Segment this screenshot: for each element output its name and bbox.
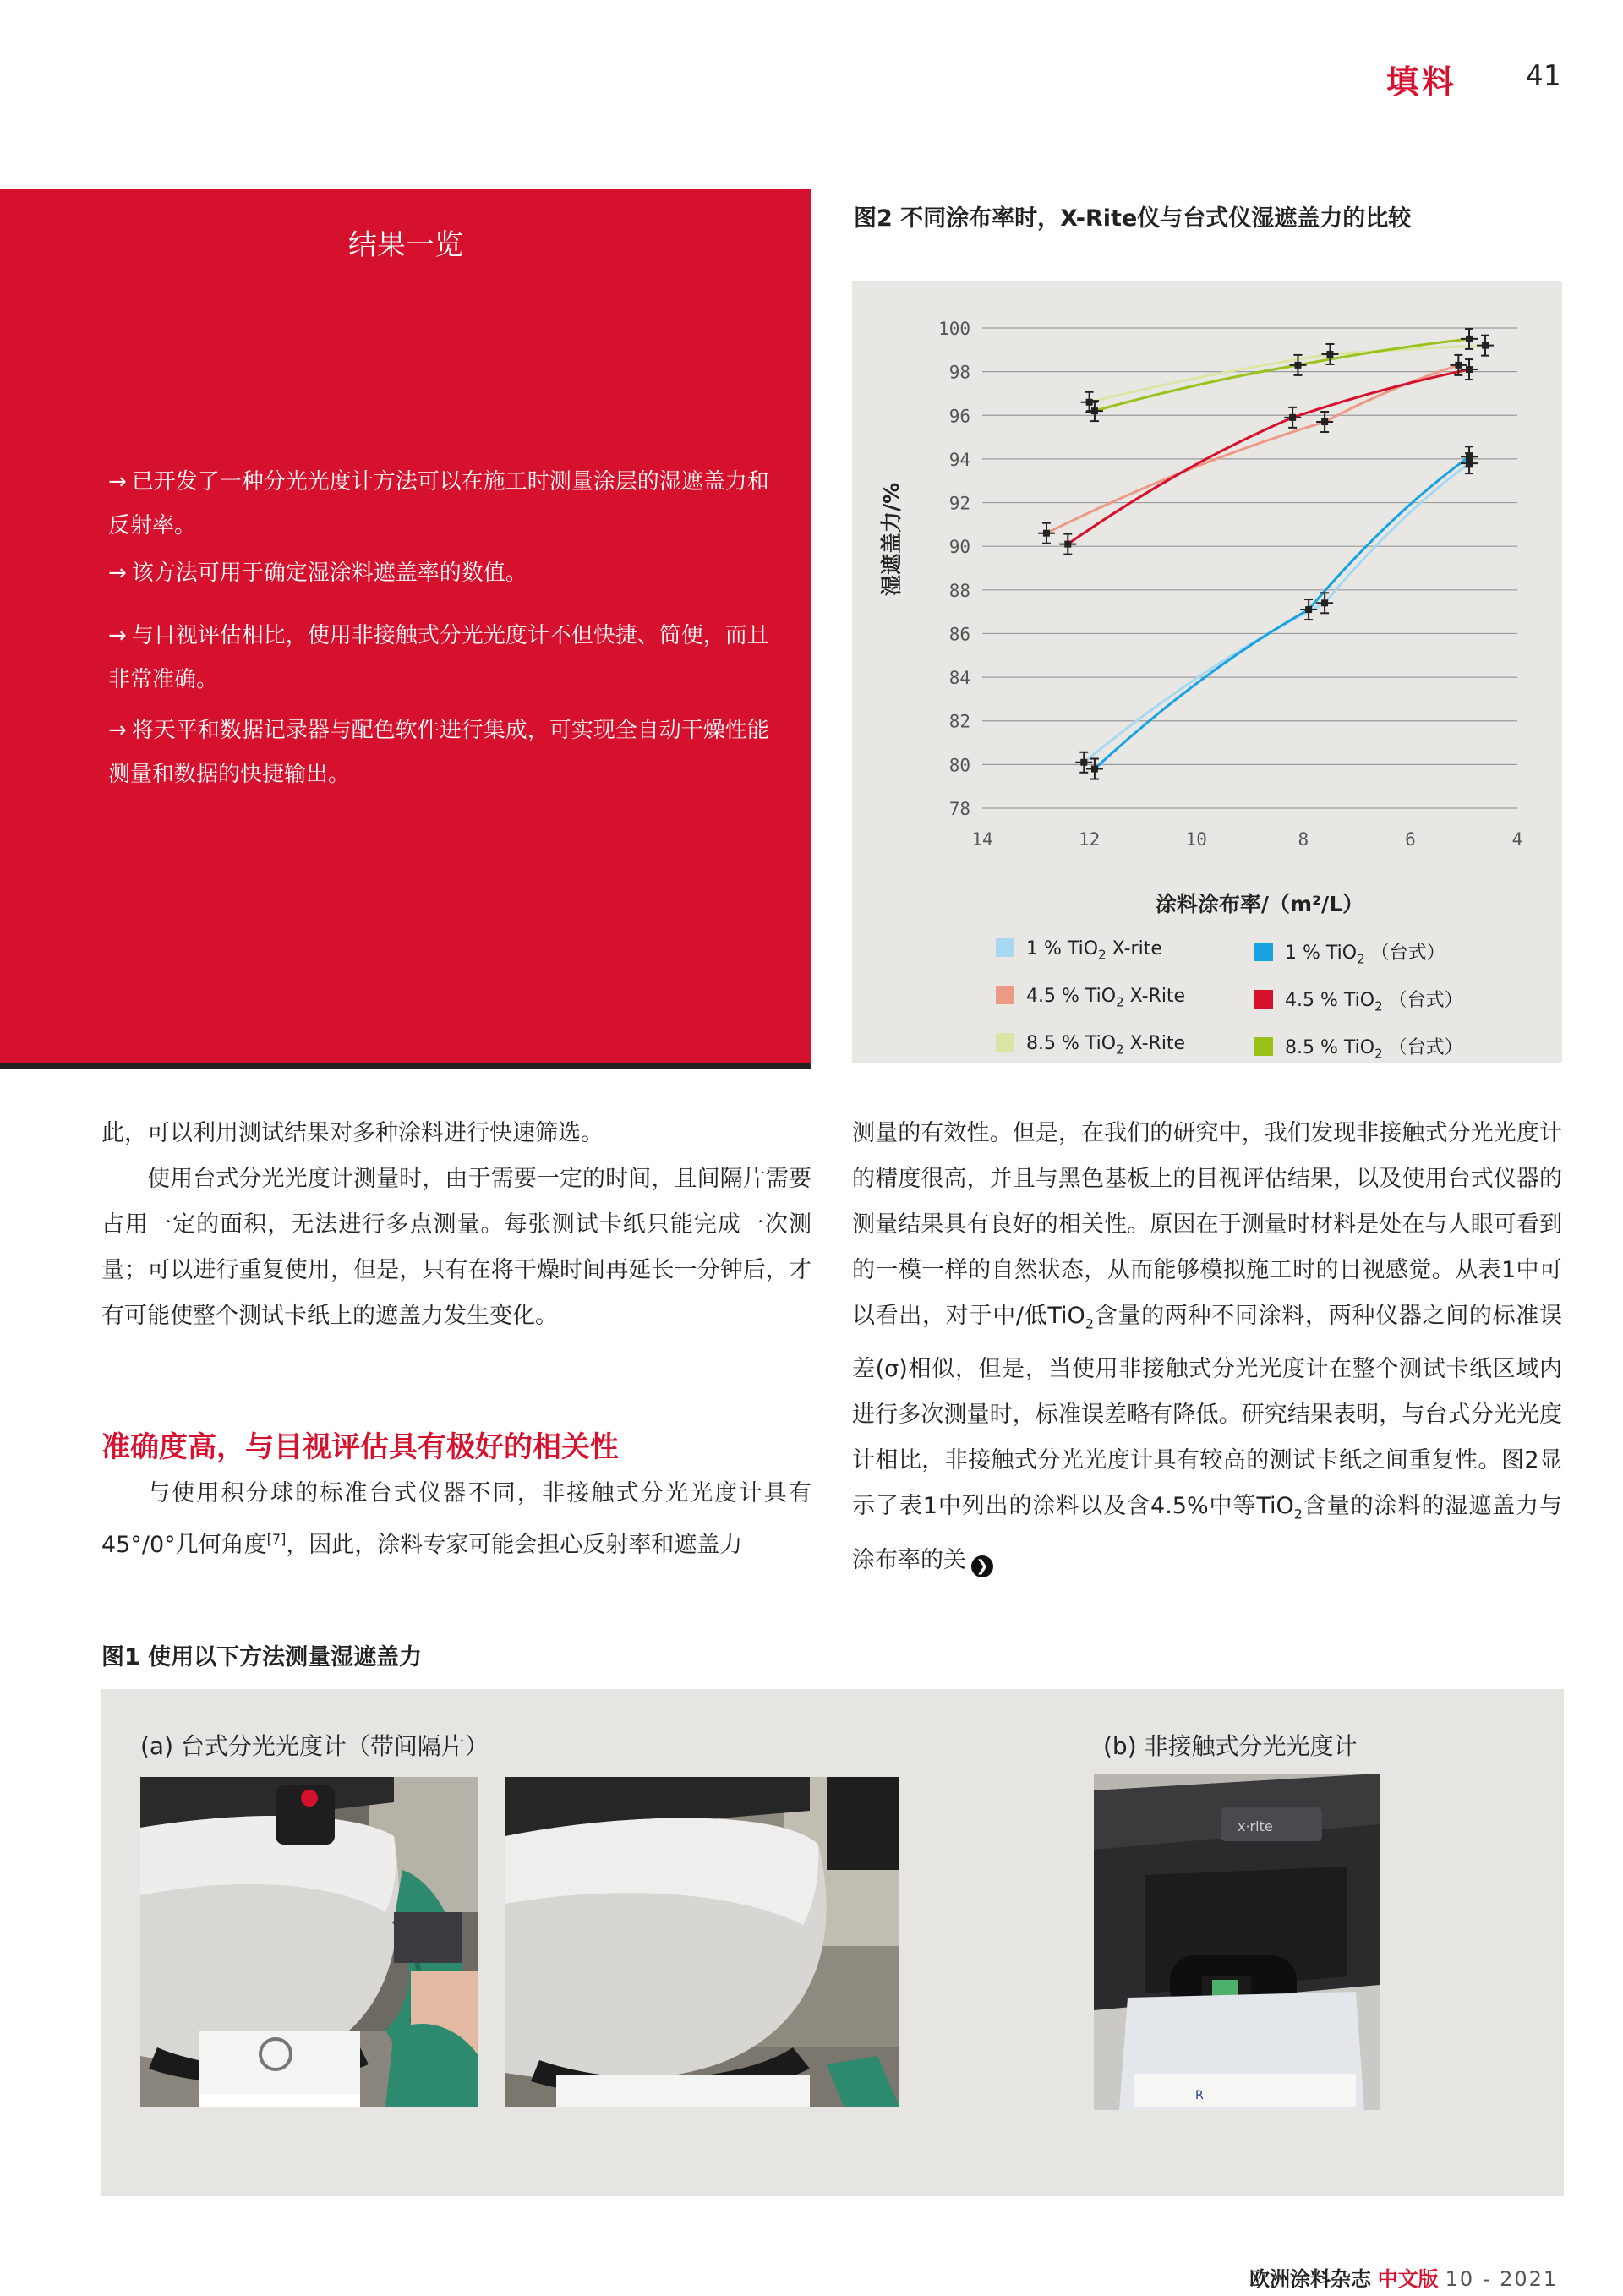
figure1a-label: (a) 台式分光光度计（带间隔片）: [140, 1732, 489, 1760]
magazine-name: 欧洲涂料杂志: [1249, 2267, 1371, 2291]
x-tick-label: 14: [971, 829, 993, 850]
svg-text:R: R: [1195, 2089, 1204, 2102]
summary-item: → 将天平和数据记录器与配色软件进行集成，可实现全自动干燥性能测量和数据的快捷输出。: [108, 718, 769, 787]
series-trend-line: [1095, 456, 1469, 768]
hiding-power-chart: [852, 281, 1562, 1063]
section-heading: 准确度高，与目视评估具有极好的相关性: [101, 1430, 619, 1464]
data-point: [1461, 359, 1478, 380]
legend-item: 1 % TiO$_2$ （台式）: [1254, 938, 1445, 966]
figure1-caption: 图1 使用以下方法测量湿遮盖力: [101, 1644, 423, 1670]
legend-item: 8.5 % TiO$_2$ （台式）: [1254, 1033, 1463, 1061]
y-tick-label: 100: [938, 319, 970, 339]
edition-label: 中文版: [1377, 2267, 1439, 2291]
legend-swatch: [1254, 1037, 1273, 1056]
data-point: [1316, 412, 1333, 432]
y-tick-label: 80: [948, 755, 970, 776]
legend-swatch: [1254, 990, 1273, 1009]
summary-item: → 已开发了一种分光光度计方法可以在施工时测量涂层的湿遮盖力和反射率。: [108, 469, 769, 538]
svg-text:x·rite: x·rite: [1238, 1818, 1273, 1834]
data-point: [1038, 523, 1055, 544]
legend-swatch: [996, 986, 1014, 1004]
legend-item: 4.5 % TiO$_2$ （台式）: [1254, 986, 1463, 1014]
y-tick-label: 88: [948, 580, 970, 601]
body-right: [852, 1111, 1562, 1583]
paragraph: 测量的有效性。但是，在我们的研究中，我们发现非接触式分光光度计的精度很高，并且与黑色基板上的目视评估结果，以及使用台式仪器的测量结果具有良好的相关性。原因在于测量时材料是处在与人眼可看到的一模一样的自然状态，从而能够模拟施工时的目视感觉。从表1中可以看出，对于中/低TiO$_2$含量的两种不同涂料，两种仪器之间的标准误差(σ)相似，但是，当使用非接触式分光光度计在整个测试卡纸区域内进行多次测量时，标准误差略有降低。研究结果表明，与台式分光光度计相比，非接触式分光光度计具有较高的测试卡纸之间重复性。图2显示了表1中列出的涂料以及含4.5%中等TiO$_2$含量的涂料的湿遮盖力与涂布率的关 ❯: [852, 1111, 1562, 1583]
photo-benchtop-spectrophotometer-b: [505, 1777, 899, 2107]
continue-arrow-icon: ❯: [971, 1555, 993, 1577]
y-tick-label: 78: [948, 799, 970, 819]
issue-label: 10 - 2021: [1445, 2267, 1559, 2291]
y-tick-label: 92: [948, 493, 970, 514]
summary-item: → 该方法可用于确定湿涂料遮盖率的数值。: [108, 560, 527, 586]
x-tick-label: 8: [1298, 829, 1309, 850]
y-tick-label: 90: [948, 537, 970, 558]
photo-non-contact-spectrophotometer: [1094, 1774, 1380, 2110]
x-axis-title: 涂料涂布率/（m²/L）: [1155, 892, 1364, 916]
y-tick-label: 84: [948, 668, 970, 689]
paragraph: 此，可以利用测试结果对多种涂料进行快速筛选。: [101, 1120, 604, 1146]
arrow-right-icon: →: [108, 560, 127, 586]
series-trend-line: [1084, 463, 1469, 763]
series-trend-line: [1090, 346, 1485, 402]
y-tick-label: 82: [948, 711, 970, 732]
section-label: 填料: [1386, 63, 1458, 101]
y-axis-title: 湿遮盖力/%: [879, 482, 904, 596]
body-left-bottom: [101, 1471, 812, 1568]
paragraph: 使用台式分光光度计测量时，由于需要一定的时间，且间隔片需要占用一定的面积，无法进行多点测量。每张测试卡纸只能完成一次测量；可以进行重复使用，但是，只有在将干燥时间再延长一分钟后，才有可能使整个测试卡纸上的遮盖力发生变化。: [101, 1166, 812, 1329]
legend-item: 1 % TiO$_2$ X-rite: [996, 938, 1162, 962]
figure2-panel: [852, 281, 1562, 1063]
x-tick-label: 12: [1078, 829, 1101, 850]
arrow-right-icon: →: [108, 469, 127, 495]
legend-item: 4.5 % TiO$_2$ X-Rite: [996, 986, 1185, 1009]
photo-benchtop-spectrophotometer-a: [140, 1777, 478, 2107]
reference-mark: [7]: [266, 1531, 287, 1547]
body-left-top: [101, 1111, 812, 1339]
page-footer: [1249, 2262, 1558, 2292]
legend-swatch: [996, 938, 1014, 957]
data-point: [1477, 336, 1494, 356]
y-tick-label: 96: [948, 406, 970, 427]
arrow-right-icon: →: [108, 623, 127, 648]
figure2-caption: 图2 不同涂布率时，X-Rite仪与台式仪湿遮盖力的比较: [854, 205, 1412, 232]
legend-swatch: [1254, 943, 1273, 961]
y-tick-label: 94: [948, 449, 970, 470]
data-point: [1059, 534, 1076, 555]
page-number: 41: [1526, 59, 1560, 93]
series-trend-line: [1046, 365, 1458, 533]
paragraph: 与使用积分球的标准台式仪器不同，非接触式分光光度计具有45°/0°几何角度[7]，因此，涂料专家可能会担心反射率和遮盖力: [101, 1480, 812, 1558]
figure1b-label: (b) 非接触式分光光度计: [1103, 1732, 1358, 1760]
x-tick-label: 4: [1511, 829, 1523, 850]
legend-item: 8.5 % TiO$_2$ X-Rite: [996, 1033, 1185, 1057]
data-point: [1284, 407, 1301, 428]
series-trend-line: [1068, 369, 1469, 544]
x-tick-label: 10: [1185, 829, 1207, 850]
summary-item: → 与目视评估相比，使用非接触式分光光度计不但快捷、简便，而且非常准确。: [108, 623, 769, 692]
x-tick-label: 6: [1405, 829, 1416, 850]
y-tick-label: 86: [948, 624, 970, 645]
summary-title: 结果一览: [348, 228, 463, 262]
y-tick-label: 98: [948, 362, 970, 383]
legend-swatch: [996, 1033, 1014, 1052]
arrow-right-icon: →: [108, 718, 127, 743]
